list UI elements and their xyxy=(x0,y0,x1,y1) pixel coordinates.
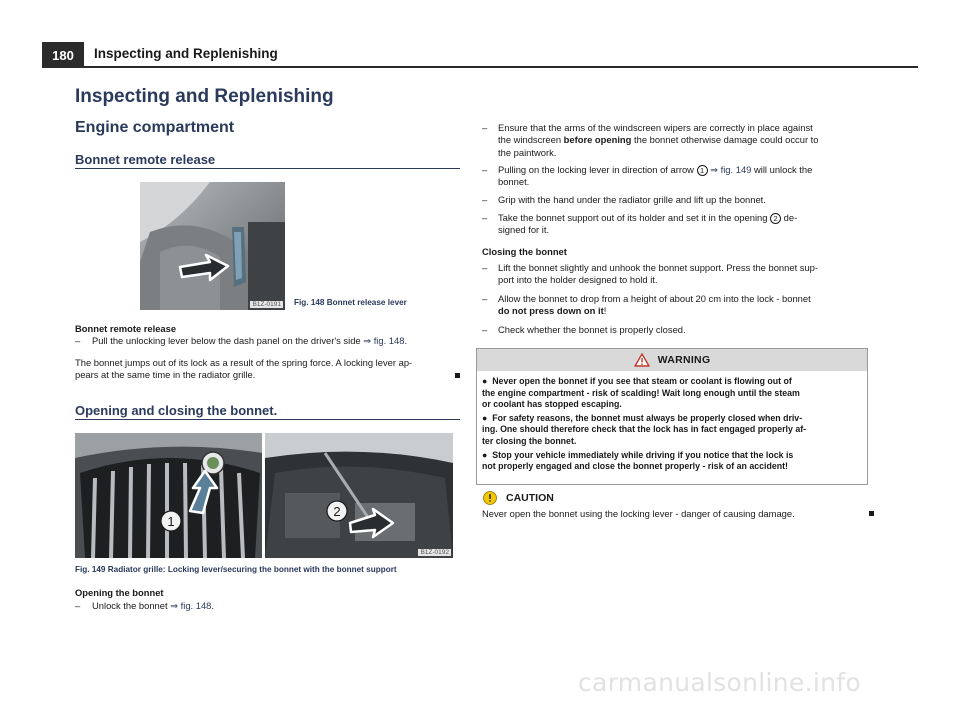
callout-1-label: 1 xyxy=(167,514,175,529)
callout-2-marker: 2 xyxy=(770,213,781,224)
list-dash: – xyxy=(482,164,488,175)
list-dash: – xyxy=(482,212,488,223)
section-title: Engine compartment xyxy=(75,119,235,136)
section-end-marker xyxy=(869,511,874,516)
remote-release-step: Pull the unlocking lever below the dash panel on the driver's side ⇒ fig. 148. xyxy=(92,335,408,346)
figure-149-left-image xyxy=(75,433,262,558)
radiator-grille-illustration xyxy=(75,433,262,558)
closing-bonnet-heading: Closing the bonnet xyxy=(482,246,567,257)
list-dash: – xyxy=(482,122,488,133)
list-dash: – xyxy=(482,293,488,304)
list-dash: – xyxy=(75,600,81,611)
list-dash: – xyxy=(482,324,488,335)
watermark: carmanualsonline.info xyxy=(578,668,861,697)
figure-149-code: B1Z-0192 xyxy=(420,549,449,556)
section-end-marker xyxy=(455,373,460,378)
step-wipers: Ensure that the arms of the windscreen wipers are correctly in place against the windscreen before opening the bonnet otherwise damage could occur to the paintwork. xyxy=(498,122,819,158)
list-dash: – xyxy=(75,335,81,346)
subsection-rule xyxy=(75,419,460,420)
step-bonnet-support: Take the bonnet support out of its holder and set it in the opening 2 de- signed for it. xyxy=(498,212,798,236)
step-grip-grille: Grip with the hand under the radiator grille and lift up the bonnet. xyxy=(498,194,766,205)
warning-bullet-3: ● Stop your vehicle immediately while driving if you notice that the lock is not properly engaged and close the bonnet properly - risk of an accident! xyxy=(482,449,794,472)
warning-box xyxy=(476,348,868,485)
warning-triangle-icon xyxy=(634,353,650,367)
warning-bullet-1: ● Never open the bonnet if you see that steam or coolant is flowing out of the engine compartment - risk of scalding! Wait long enough until the steam or coolant has stopped escaping. xyxy=(482,376,800,410)
figure-148-caption: Fig. 148 Bonnet release lever xyxy=(294,298,407,307)
bonnet-support-illustration xyxy=(265,433,453,558)
opening-bonnet-heading: Opening the bonnet xyxy=(75,587,164,598)
opening-step: Unlock the bonnet ⇒ fig. 148. xyxy=(92,600,215,611)
fig-148-link[interactable]: ⇒ fig. 148 xyxy=(363,335,405,346)
subsection-title-opening-closing: Opening and closing the bonnet. xyxy=(75,403,278,418)
closing-step-2: Allow the bonnet to drop from a height of about 20 cm into the lock - bonnet do not press down on it! xyxy=(498,293,811,317)
warning-body xyxy=(477,371,867,473)
remote-release-heading: Bonnet remote release xyxy=(75,323,177,334)
figure-149-caption: Fig. 149 Radiator grille: Locking lever/securing the bonnet with the bonnet support xyxy=(75,565,397,574)
closing-step-3: Check whether the bonnet is properly closed. xyxy=(498,324,686,335)
figure-148-image xyxy=(140,182,285,310)
header-rule xyxy=(84,66,918,68)
caution-title: CAUTION xyxy=(506,492,554,504)
subsection-rule xyxy=(75,168,460,169)
figure-148-code: B1Z-0191 xyxy=(252,301,281,308)
fig-148-link[interactable]: ⇒ fig. 148 xyxy=(170,600,212,611)
callout-1-marker: 1 xyxy=(697,165,708,176)
caution-icon xyxy=(483,491,497,505)
list-dash: – xyxy=(482,262,488,273)
closing-step-1: Lift the bonnet slightly and unhook the bonnet support. Press the bonnet sup- port into the holder designed to hold it. xyxy=(498,262,819,286)
page-number-badge: 180 xyxy=(42,42,84,68)
warning-header xyxy=(477,349,867,371)
chapter-title: Inspecting and Replenishing xyxy=(75,86,334,107)
warning-title: WARNING xyxy=(657,354,711,366)
warning-bullet-2: ● For safety reasons, the bonnet must always be properly closed when driv- ing. One should therefore check that the lock has in fact engaged properly af- ter closing the bonnet. xyxy=(482,412,807,446)
callout-2-label: 2 xyxy=(333,504,341,519)
caution-text: Never open the bonnet using the locking lever - danger of causing damage. xyxy=(482,508,795,519)
spring-force-paragraph: The bonnet jumps out of its lock as a result of the spring force. A locking lever ap- pears at the same time in the radiator grille. xyxy=(75,357,413,381)
figure-149-right-image xyxy=(265,433,453,558)
running-header-title: Inspecting and Replenishing xyxy=(94,46,278,61)
step-locking-lever: Pulling on the locking lever in direction of arrow 1 ⇒ fig. 149 will unlock the bonnet. xyxy=(498,164,813,188)
subsection-title-remote-release: Bonnet remote release xyxy=(75,152,216,167)
bonnet-release-lever-illustration xyxy=(140,182,285,310)
caution-header xyxy=(483,491,554,505)
fig-149-link[interactable]: ⇒ fig. 149 xyxy=(710,164,752,175)
list-dash: – xyxy=(482,194,488,205)
